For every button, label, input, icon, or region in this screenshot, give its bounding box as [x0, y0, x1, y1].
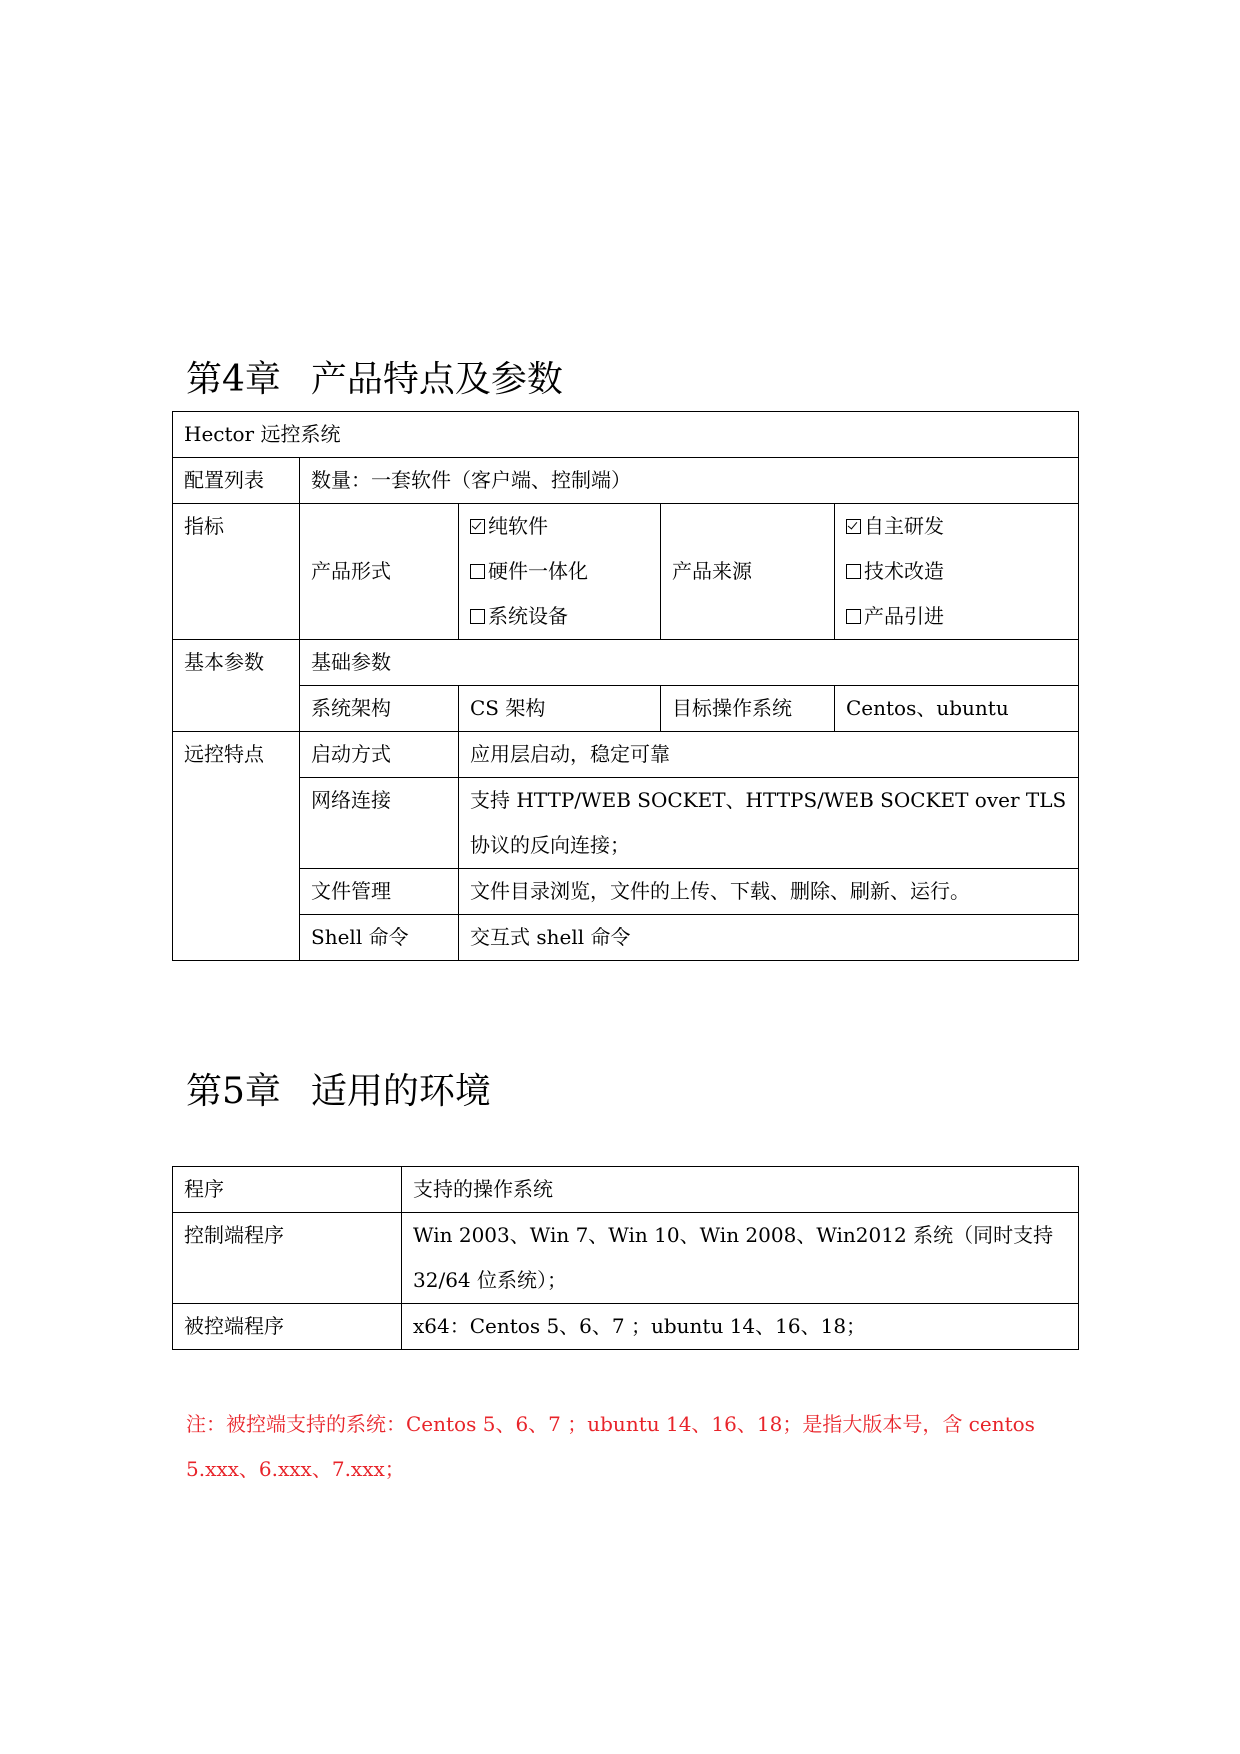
table-row	[173, 732, 1079, 778]
table-row	[173, 686, 1079, 732]
table-row	[173, 412, 1079, 458]
table-row	[173, 1213, 1079, 1304]
chapter-number: 第5章	[186, 1071, 281, 1112]
chapter-5-heading	[186, 1070, 491, 1114]
feature-name-cell: Shell 命令	[300, 915, 459, 961]
indicator-label-cell: 指标	[173, 504, 300, 640]
header-program-cell: 程序	[173, 1167, 402, 1213]
checkbox-label: 产品引进	[864, 604, 944, 628]
checkbox-option	[470, 549, 650, 594]
product-source-label-cell: 产品来源	[661, 504, 835, 640]
checkbox-option	[846, 549, 1068, 594]
chapter-number: 第4章	[186, 359, 281, 400]
table-row	[173, 458, 1079, 504]
checkbox-option	[846, 594, 1068, 639]
checkbox-icon	[846, 519, 861, 534]
basic-params-label-cell: 基本参数	[173, 640, 300, 732]
arch-label-cell: 系统架构	[300, 686, 459, 732]
config-value-cell: 数量：一套软件（客户端、控制端）	[300, 458, 1079, 504]
product-spec-table	[172, 411, 1079, 961]
table-row	[173, 869, 1079, 915]
feature-name-cell: 网络连接	[300, 778, 459, 869]
table-row	[173, 778, 1079, 869]
target-os-value-cell: Centos、ubuntu	[835, 686, 1079, 732]
arch-value-cell: CS 架构	[459, 686, 661, 732]
checkbox-icon	[846, 609, 861, 624]
checkbox-icon	[470, 519, 485, 534]
os-cell: Win 2003、Win 7、Win 10、Win 2008、Win2012 系统（同时支持32/64 位系统）；	[402, 1213, 1079, 1304]
checkbox-icon	[846, 564, 861, 579]
product-form-label-cell: 产品形式	[300, 504, 459, 640]
note-text: 注：被控端支持的系统：Centos 5、6、7 ；ubuntu 14、16、18；是指大版本号，含 centos 5.xxx、6.xxx、7.xxx；	[186, 1412, 1035, 1481]
header-os-cell: 支持的操作系统	[402, 1167, 1079, 1213]
feature-name-cell: 启动方式	[300, 732, 459, 778]
checkbox-label: 技术改造	[864, 559, 944, 583]
chapter-title: 产品特点及参数	[310, 359, 563, 400]
os-cell: x64：Centos 5、6、7 ；ubuntu 14、16、18；	[402, 1304, 1079, 1350]
checkbox-icon	[470, 609, 485, 624]
table-row	[173, 640, 1079, 686]
checkbox-label: 系统设备	[488, 604, 568, 628]
checkbox-icon	[470, 564, 485, 579]
table-row	[173, 915, 1079, 961]
feature-value-cell: 交互式 shell 命令	[459, 915, 1079, 961]
table-row	[173, 1304, 1079, 1350]
basic-params-sub-cell: 基础参数	[300, 640, 1079, 686]
checkbox-option	[470, 594, 650, 639]
table-row	[173, 1167, 1079, 1213]
checkbox-label: 自主研发	[864, 514, 944, 538]
feature-value-cell: 支持 HTTP/WEB SOCKET、HTTPS/WEB SOCKET over TLS 协议的反向连接；	[459, 778, 1079, 869]
program-cell: 被控端程序	[173, 1304, 402, 1350]
config-label-cell: 配置列表	[173, 458, 300, 504]
program-cell: 控制端程序	[173, 1213, 402, 1304]
feature-name-cell: 文件管理	[300, 869, 459, 915]
table-row	[173, 504, 1079, 640]
feature-value-cell: 应用层启动，稳定可靠	[459, 732, 1079, 778]
system-name-cell: Hector 远控系统	[173, 412, 1079, 458]
checkbox-option	[846, 504, 1068, 549]
checkbox-option	[470, 504, 650, 549]
product-form-options-cell	[459, 504, 661, 640]
chapter-title: 适用的环境	[310, 1071, 491, 1112]
checkbox-label: 硬件一体化	[488, 559, 588, 583]
features-label-cell: 远控特点	[173, 732, 300, 961]
environment-table	[172, 1166, 1079, 1350]
product-source-options-cell	[835, 504, 1079, 640]
feature-value-cell: 文件目录浏览，文件的上传、下载、删除、刷新、运行。	[459, 869, 1079, 915]
target-os-label-cell: 目标操作系统	[661, 686, 835, 732]
checkbox-label: 纯软件	[488, 514, 548, 538]
chapter-4-heading	[186, 358, 563, 402]
